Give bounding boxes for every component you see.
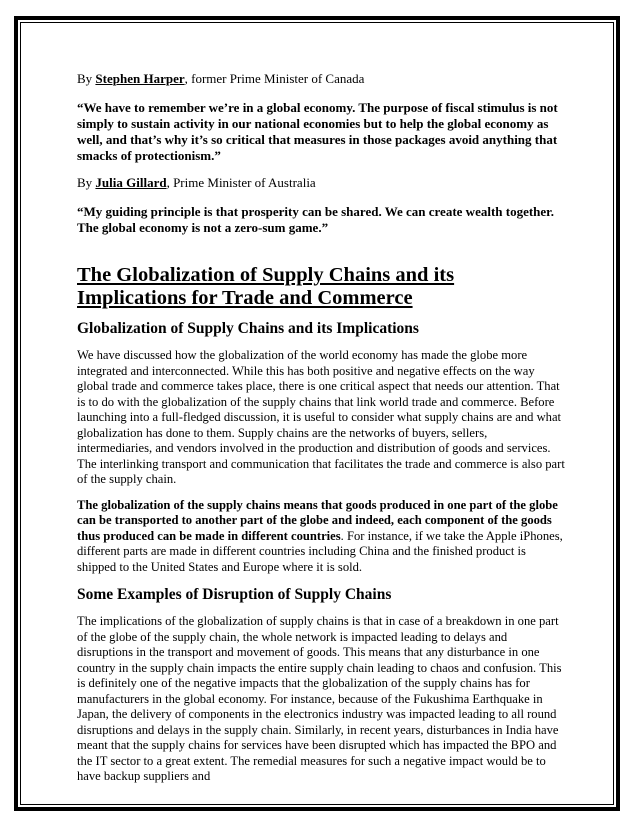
section-heading: Globalization of Supply Chains and its Implications	[77, 320, 419, 337]
emphasis-text: The globalization of the supply chains means that goods produced in one part of the globe can be transported to another part of the globe and indeed, each component of the goods thus produced can be made in different countries	[77, 497, 558, 543]
author-name: Julia Gillard	[95, 175, 167, 190]
quote-attribution: By Stephen Harper, former Prime Minister of Canada	[77, 71, 365, 86]
article-title: The Globalization of Supply Chains and its Implications for Trade and Commerce	[77, 264, 455, 309]
section-heading: Some Examples of Disruption of Supply Chains	[77, 586, 392, 603]
paragraph: The implications of the globalization of supply chains is that in case of a breakdown in one part of the globe of the supply chain, the whole network is impacted leading to delays and disruptions in the transport and movement of goods. This means that any disturbance in one country in the supply chain impacts the entire supply chain leading to chaos and confusion. This is definitely one of the negative impacts that the globalization of the supply chains has for manufacturers in the global economy. For instance, because of the Fukushima Earthquake in Japan, the delivery of components in the electronics industry was impacted leading to all round disruptions and delays in the supply chain. Similarly, in recent years, disturbances in India have meant that the supply chains for services have been disrupted which has impacted the BPO and the IT sector to a great extent. The remedial measures for such a negative impact would be to have backup suppliers and	[77, 614, 562, 783]
paragraph: The globalization of the supply chains means that goods produced in one part of the globe can be transported to another part of the globe and indeed, each component of the goods thus produced can be made in different countries. For instance, if we take the Apple iPhones, different parts are made in different countries including China and the finished product is shipped to the United States and Europe where it is sold.	[77, 497, 563, 574]
quote-attribution: By Julia Gillard, Prime Minister of Australia	[77, 175, 316, 190]
document-content	[77, 71, 565, 795]
quote-text: “My guiding principle is that prosperity can be shared. We can create wealth together. The global economy is not a zero-sum game.”	[77, 204, 555, 235]
paragraph: We have discussed how the globalization of the world economy has made the globe more integrated and interconnected. While this has both positive and negative effects on the way global trade and commerce takes place, there is one critical aspect that needs our attention. That is to do with the globalization of the supply chains that link world trade and commerce. Before launching into a full-fledged discussion, it is useful to consider what supply chains are and what globalization has done to them. Supply chains are the networks of buyers, sellers, intermediaries, and vendors involved in the production and distribution of goods and services. The interlinking transport and communication that facilitates the trade and commerce is also part of the supply chain.	[77, 348, 565, 486]
author-name: Stephen Harper	[95, 71, 185, 86]
quote-text: “We have to remember we’re in a global economy. The purpose of fiscal stimulus is not simply to sustain activity in our national economies but to help the global economy as well, and that’s why it’s so critical that measures in those packages avoid anything that smacks of protectionism.”	[77, 100, 558, 163]
